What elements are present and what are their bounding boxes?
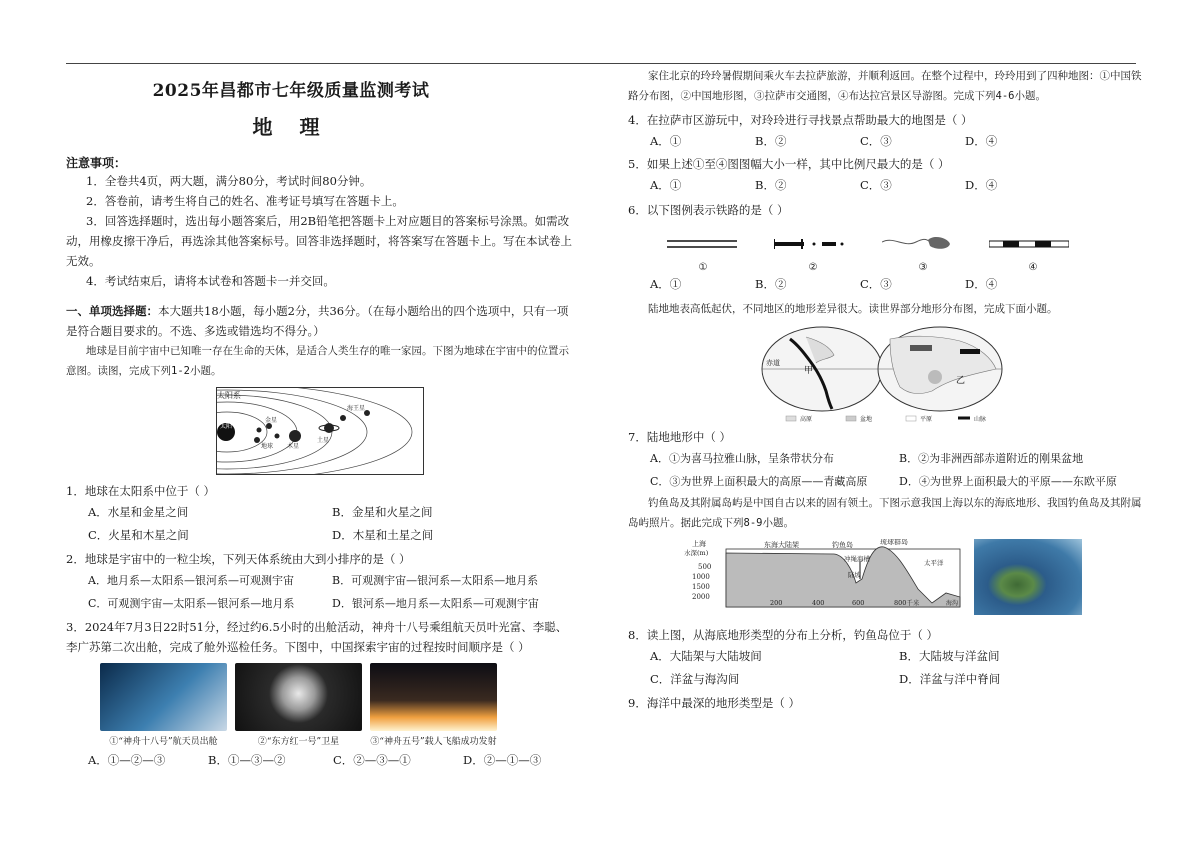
label-jia: 甲 [804,366,814,376]
symbol-label-1: ① [698,262,708,273]
q7-stem: 7．陆地地形中（ ） [628,430,731,444]
world-landform-figure [760,325,1010,425]
q6-symbol-labels [648,262,1088,273]
launch-image [370,663,497,731]
solar-system-figure [216,387,424,475]
label-yi: 乙 [956,376,966,386]
q8-options [628,645,1148,691]
photo-launch [370,663,497,747]
symbol-2 [774,237,844,251]
q8-option-d[interactable]: D．洋盆与洋中脊间 [899,672,1001,686]
q7-option-c[interactable]: C．③为世界上面积最大的高原——青藏高原 [650,475,868,488]
xtick-200: 200 [770,599,783,607]
note-item: 2．答卷前，请考生将自己的姓名、准考证号填写在答题卡上。 [86,194,404,208]
q4-stem: 4．在拉萨市区游玩中，对玲玲进行寻找景点帮助最大的地图是（ ） [628,113,973,127]
q2-options [66,569,576,615]
q4-option-a[interactable]: A．① [650,134,682,148]
q2-option-b[interactable]: B．可观测宇宙—银河系—太阳系—地月系 [332,574,539,587]
intro-8-9: 钓鱼岛及其附属岛屿是中国自古以来的固有领土。下图示意我国上海以东的海底地形、我国钓鱼岛及其附属岛屿照片。据此完成下列8-9小题。 [628,497,1142,529]
photo-caption-1: ①“神舟十八号”航天员出舱 [109,737,218,747]
legend-plain: 平原 [920,416,933,423]
q2-option-c[interactable]: C．可观测宇宙—太阳系—银河系—地月系 [88,597,295,610]
ytick-1000: 1000 [692,573,710,581]
label-ryukyu: 琉球群岛 [880,539,908,546]
world-map-diagram [760,325,1010,425]
left-column [66,66,576,771]
symbol-3 [882,234,952,254]
jupiter-label: 木星 [287,443,300,450]
legend-plateau: 高原 [800,416,813,423]
solar-label: 太阳系 [217,391,241,400]
xtick-600: 600 [852,599,865,607]
label-shelf: 东海大陆架 [764,541,799,549]
label-pacific: 太平洋 [924,559,944,567]
q1-stem: 1．地球在太阳系中位于（ ） [66,484,215,498]
label-trench: 海沟 [946,600,959,607]
label-slope: 陆坡 [848,571,861,579]
ytick-2000: 2000 [692,593,710,601]
neptune-label: 海王星 [347,405,366,412]
xtick-800: 800千米 [894,599,920,607]
q3-stem: 3．2024年7月3日22时51分，经过约6.5小时的出舱活动，神舟十八号乘组航天员叶光富、李聪、李广苏第二次出舱，完成了舱外巡检任务。下图中，中国探索宇宙的过程按时间顺序是（ ） [66,620,568,654]
exam-subject: 地 理 [252,115,330,139]
q7-option-d[interactable]: D．④为世界上面积最大的平原——东欧平原 [899,475,1117,488]
q3-option-b[interactable]: B．①—③—② [208,753,286,767]
q6-stem: 6．以下图例表示铁路的是（ ） [628,203,789,217]
label-depth: 水深(m) [684,549,709,557]
q8-option-b[interactable]: B．大陆坡与洋盆间 [899,649,1000,663]
photo-astronaut [100,663,227,747]
q2-stem: 2．地球是宇宙中的一粒尘埃，下列天体系统由大到小排序的是（ ） [66,552,411,566]
equator-label: 赤道 [766,359,780,367]
ytick-1500: 1500 [692,583,710,591]
intro-7: 陆地地表高低起伏，不同地区的地形差异很大。读世界部分地形分布图，完成下面小题。 [648,303,1058,315]
satellite-image [235,663,362,731]
q6-option-c[interactable]: C．③ [860,277,892,291]
intro-1-2: 地球是目前宇宙中已知唯一存在生命的天体，是适合人类生存的唯一家园。下图为地球在宇宙中的位置示意图。读图，完成下列1-2小题。 [66,345,569,377]
q1-option-c[interactable]: C．火星和木星之间 [88,528,189,542]
diaoyu-island-photo [974,539,1082,615]
symbol-4 [989,237,1069,251]
q5-option-a[interactable]: A．① [650,178,682,192]
q3-option-d[interactable]: D．②—①—③ [463,753,542,767]
astronaut-image [100,663,227,731]
q4-options [628,130,1148,152]
venus-label: 金星 [265,417,278,424]
ytick-500: 500 [698,563,712,571]
q4-option-c[interactable]: C．③ [860,134,892,148]
label-trough: 冲绳海槽 [844,555,870,563]
xtick-400: 400 [812,599,825,607]
top-rule [66,63,1136,64]
q1-option-d[interactable]: D．木星和土星之间 [332,528,434,542]
right-column [628,66,1148,713]
earth-label: 地球 [261,443,274,450]
photo-satellite [235,663,362,747]
q8-option-a[interactable]: A．大陆架与大陆坡间 [650,649,762,663]
photo-caption-2: ②“东方红一号”卫星 [257,737,340,747]
q1-options [66,501,576,547]
legend-mountain: 山脉 [974,416,987,423]
q6-option-b[interactable]: B．② [755,277,787,291]
section1-desc: 本大题共18小题，每小题2分，共36分。（在每小题给出的四个选项中，只有一项是符合题目要求的。不选、多选或错选均不得分。） [66,304,569,338]
q3-option-c[interactable]: C．②—③—① [333,753,411,767]
sun-label: 太阳 [220,423,233,430]
symbol-label-3: ③ [918,262,928,273]
q6-option-a[interactable]: A．① [650,277,682,291]
q5-option-c[interactable]: C．③ [860,178,892,192]
q5-option-b[interactable]: B．② [755,178,787,192]
seafloor-profile [684,539,964,611]
q1-option-b[interactable]: B．金星和火星之间 [332,505,433,519]
q3-option-a[interactable]: A．①—②—③ [88,753,166,767]
seafloor-figure [684,539,1148,615]
note-item: 1．全卷共4页，两大题，满分80分，考试时间80分钟。 [86,174,372,188]
q7-option-a[interactable]: A．①为喜马拉雅山脉，呈条带状分布 [650,452,834,465]
q8-option-c[interactable]: C．洋盆与海沟间 [650,672,740,686]
q6-option-d[interactable]: D．④ [965,277,998,291]
q1-option-a[interactable]: A．水星和金星之间 [88,505,189,519]
q4-option-b[interactable]: B．② [755,134,787,148]
q8-stem: 8．读上图，从海底地形类型的分布上分析，钓鱼岛位于（ ） [628,628,938,642]
q2-option-a[interactable]: A．地月系—太阳系—银河系—可观测宇宙 [88,574,294,587]
q4-option-d[interactable]: D．④ [965,134,998,148]
note-item: 3．回答选择题时，选出每小题答案后，用2B铅笔把答题卡上对应题目的答案标号涂黑。如需改动，用橡皮擦干净后，再选涂其他答案标号。回答非选择题时，将答案写在答题卡上。写在本试卷上无效。 [66,214,572,268]
section1 [66,301,576,341]
saturn-label: 土星 [317,437,330,444]
section1-heading: 一、单项选择题： [66,304,158,318]
q6-options [628,273,1148,295]
q9-stem: 9．海洋中最深的地形类型是（ ） [628,696,800,710]
solar-system-diagram [217,388,423,474]
exam-title: 2025年昌都市七年级质量监测考试 [152,81,430,101]
q5-stem: 5．如果上述①至④图图幅大小一样，其中比例尺最大的是（ ） [628,157,950,171]
intro-4-6: 家住北京的玲玲暑假期间乘火车去拉萨旅游，并顺利返回。在整个过程中，玲玲用到了四种地图：①中国铁路分布图，②中国地形图，③拉萨市交通图，④布达拉宫景区导游图。完成下列4-6小题。 [628,70,1142,102]
note-item: 4．考试结束后，请将本试卷和答题卡一并交回。 [86,274,335,288]
q3-options [66,749,576,771]
q2-option-d[interactable]: D．银河系—地月系—太阳系—可观测宇宙 [332,597,539,610]
photo-caption-3: ③“神舟五号”载人飞船成功发射 [370,737,497,747]
q7-options [628,447,1148,493]
symbol-label-4: ④ [1028,262,1038,273]
legend-basin: 盆地 [860,416,873,423]
q5-options [628,174,1148,196]
q7-option-b[interactable]: B．②为非洲西部赤道附近的刚果盆地 [899,452,1084,465]
label-diaoyu: 钓鱼岛 [832,541,853,549]
notes-heading: 注意事项： [66,156,127,170]
symbol-1 [667,237,737,251]
symbol-label-2: ② [808,262,818,273]
q6-legend-symbols [648,226,1088,262]
q3-photos [100,663,576,747]
label-shanghai: 上海 [692,540,706,548]
q5-option-d[interactable]: D．④ [965,178,998,192]
